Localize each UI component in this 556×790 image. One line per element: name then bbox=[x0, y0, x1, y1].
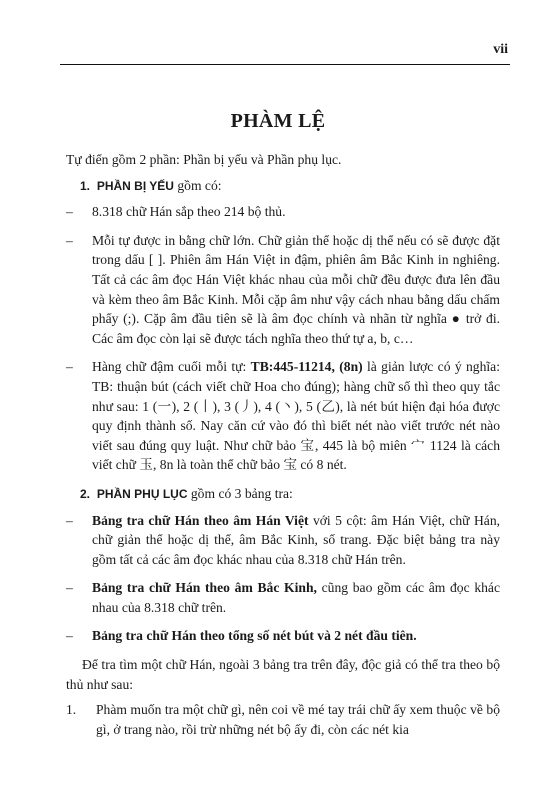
dash-marker: – bbox=[66, 359, 73, 375]
list-item-text: Hàng chữ đậm cuối mỗi tự: bbox=[92, 359, 251, 375]
list-item bbox=[66, 202, 500, 222]
dash-marker: – bbox=[66, 512, 73, 528]
list-item-bold: Bảng tra chữ Hán theo tổng số nét bút và 2 nét đầu tiên. bbox=[92, 628, 417, 644]
dash-marker: – bbox=[66, 580, 73, 596]
header-rule bbox=[60, 64, 510, 65]
list-item bbox=[66, 578, 500, 617]
section-2-tail: gồm có 3 bảng tra: bbox=[187, 485, 293, 501]
stroke-code: TB:445-11214, (8n) bbox=[250, 359, 363, 375]
list-item bbox=[66, 511, 500, 570]
dash-marker: – bbox=[66, 204, 73, 220]
closing-paragraph: Để tra tìm một chữ Hán, ngoài 3 bảng tra trên đây, độc giả có thể tra theo bộ thủ như sau: bbox=[66, 657, 500, 692]
section-1-heading bbox=[80, 176, 500, 197]
section-2-title: PHẦN PHỤ LỤC bbox=[96, 486, 188, 501]
numbered-item bbox=[66, 700, 500, 739]
page-number: vii bbox=[493, 42, 508, 57]
document-body bbox=[66, 150, 500, 739]
dash-marker: – bbox=[66, 628, 73, 644]
list-item-text: cũng bao gồm các âm đọc khác nhau của 8.318 chữ trên. bbox=[92, 580, 500, 615]
page-title: PHÀM LỆ bbox=[230, 110, 326, 132]
section-2-number: 2. bbox=[80, 486, 91, 501]
list-item bbox=[66, 231, 500, 349]
list-item-text: Mỗi tự được in bằng chữ lớn. Chữ giản thể hoặc dị thể nếu có sẽ được đặt trong dấu [ ]. Phiên âm Hán Việt in đậm, phiên âm Bắc Kinh in nghiêng. Tất cả các âm đọc Hán Việt khác nhau của mỗi chữ đều được đưa lên đầu và kèm theo âm Bắc Kinh. Mỗi cặp âm như vậy cách nhau bằng dấu chấm phẩy (;). Cặp âm đầu tiên sẽ là âm đọc chính và nhãn từ nghĩa ● trở đi. Các âm đọc còn lại sẽ được tách nghĩa theo thứ tự a, b, c… bbox=[92, 232, 500, 346]
item-number: 1. bbox=[66, 702, 77, 718]
section-1-number: 1. bbox=[80, 178, 91, 193]
list-item-text: 8.318 chữ Hán sắp theo 214 bộ thủ. bbox=[92, 204, 286, 220]
list-item-bold: Bảng tra chữ Hán theo âm Hán Việt bbox=[92, 512, 309, 528]
list-item-text: là giản lược có ý nghĩa: TB: thuận bút (cách viết chữ Hoa cho đúng); hàng chữ số thì theo quy tắc như sau: 1 (一), 2 (丨), 3 (丿), 4 (丶), 5 (乙), là nét bút hiện đại hóa được quy định thành số. Nay căn cứ vào đó thì biết nét nào viết trước nét nào viết sau đúng quy luật. Như chữ bảo 宝, 445 là bộ miên 宀 1124 là cách viết chữ 玉, 8n là toàn thể chữ bảo 宝 có 8 nét. bbox=[92, 359, 500, 473]
section-1-title: PHẦN BỊ YẾU bbox=[96, 178, 174, 193]
list-item bbox=[66, 626, 500, 646]
list-item-text: với 5 cột: âm Hán Việt, chữ Hán, chữ giản thể hoặc dị thể, âm Bắc Kinh, số trang. Đặc biệt bảng tra này gồm tất cả các âm đọc khác nhau của 8.318 chữ Hán trên. bbox=[92, 512, 501, 567]
section-2-heading bbox=[80, 484, 500, 505]
list-item bbox=[66, 357, 500, 475]
section-1-tail: gồm có: bbox=[173, 177, 222, 193]
list-item-bold: Bảng tra chữ Hán theo âm Bắc Kinh, bbox=[92, 580, 317, 596]
intro-paragraph: Tự điển gồm 2 phần: Phần bị yếu và Phần phụ lục. bbox=[66, 152, 342, 167]
numbered-item-text: Phàm muốn tra một chữ gì, nên coi về mé tay trái chữ ấy xem thuộc về bộ gì, ở trang nào, rồi trừ những nét bộ ấy đi, còn các nét kia bbox=[96, 702, 500, 737]
dash-marker: – bbox=[66, 232, 73, 248]
